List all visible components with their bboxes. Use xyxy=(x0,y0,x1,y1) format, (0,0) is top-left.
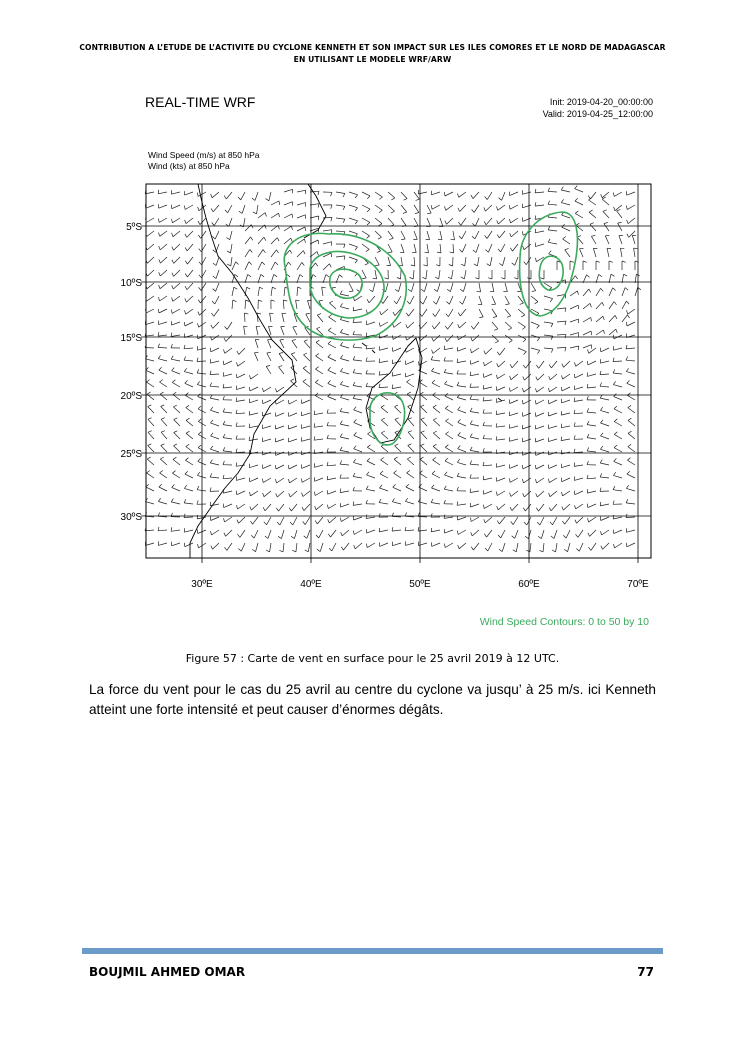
wind-barb-feather xyxy=(158,190,159,194)
wind-barb xyxy=(353,322,362,323)
wind-barb-feather xyxy=(483,476,484,480)
wind-barb-feather xyxy=(288,465,289,469)
wind-barb-feather xyxy=(600,502,601,506)
wind-barb-feather xyxy=(626,322,627,326)
wind-barb-feather xyxy=(145,190,146,194)
wind-barb-feather xyxy=(353,307,354,311)
wind-barb-feather xyxy=(236,374,237,378)
header-line-1: CONTRIBUTION A L’ETUDE DE L’ACTIVITE DU CYCLONE KENNETH ET SON IMPACT SUR LES ILES COMORES ET LE NORD DE MADAGASCAR xyxy=(79,43,666,52)
lat-label: 30ºS xyxy=(120,512,142,523)
wind-barb-feather xyxy=(561,424,562,428)
wind-map-figure xyxy=(100,88,670,633)
lon-label: 50ºE xyxy=(409,579,431,590)
footer-page-number: 77 xyxy=(637,965,654,979)
wind-barb-feather xyxy=(331,253,332,257)
wind-barb-feather xyxy=(620,248,624,249)
header-line-2: EN UTILISANT LE MODELE WRF/ARW xyxy=(293,55,452,64)
figure-title: REAL-TIME WRF xyxy=(145,94,256,110)
wind-barb xyxy=(145,348,154,349)
wind-barb-feather xyxy=(535,229,536,233)
figure-caption: Figure 57 : Carte de vent en surface pour le 25 avril 2019 à 12 UTC. xyxy=(185,652,560,665)
body-paragraph: La force du vent pour le cas du 25 avril au centre du cyclone va jusqu’ à 25 m/s. ici Kenneth atteint une forte intensité et peut causer d’énormes dégâts. xyxy=(89,682,656,717)
wind-barb-feather xyxy=(613,515,614,519)
lat-label: 15ºS xyxy=(120,333,142,344)
wind-barb xyxy=(197,361,206,362)
lon-label: 30ºE xyxy=(191,579,213,590)
lon-label: 70ºE xyxy=(627,579,649,590)
wind-barb-feather xyxy=(366,333,367,337)
wind-barb-feather xyxy=(197,515,198,519)
wind-barb-feather xyxy=(591,331,592,335)
wind-barb-feather xyxy=(210,502,211,506)
wind-barb-feather xyxy=(522,465,523,469)
wind-barb-feather xyxy=(444,346,445,350)
lat-label: 20ºS xyxy=(120,391,142,402)
latitude-labels xyxy=(121,222,143,523)
wind-barb-feather xyxy=(184,322,185,326)
wind-barb-feather xyxy=(561,387,562,391)
wind-barb-feather xyxy=(431,528,432,532)
wind-barb-feather xyxy=(249,387,250,391)
wind-barb xyxy=(184,517,193,518)
footer-author: BOUJMIL AHMED OMAR xyxy=(89,965,246,979)
wind-barb-feather xyxy=(249,424,250,428)
footer-rule xyxy=(82,948,663,954)
lon-label: 60ºE xyxy=(518,579,540,590)
wind-barb xyxy=(245,313,246,322)
legend-wind: Wind (kts) at 850 hPa xyxy=(148,161,230,171)
init-time: Init: 2019-04-20_00:00:00 xyxy=(549,97,653,107)
wind-barb-feather xyxy=(256,326,260,327)
wind-barb-feather xyxy=(379,528,380,532)
lat-label: 10ºS xyxy=(120,278,142,289)
valid-time: Valid: 2019-04-25_12:00:00 xyxy=(542,109,653,119)
wind-barb-feather xyxy=(574,374,575,378)
wind-barb-feather xyxy=(314,411,315,415)
lat-label: 5ºS xyxy=(126,222,142,233)
map-panel xyxy=(141,184,651,563)
wind-barb-feather xyxy=(444,192,445,196)
wind-barb-feather xyxy=(587,361,588,365)
lat-label: 25ºS xyxy=(120,449,142,460)
legend-wind-speed: Wind Speed (m/s) at 850 hPa xyxy=(148,150,260,160)
wind-barb-feather xyxy=(490,291,494,292)
wind-barb-feather xyxy=(158,309,159,313)
lon-label: 40ºE xyxy=(300,579,322,590)
document-header xyxy=(60,42,685,66)
wind-barb-feather xyxy=(470,372,471,376)
wind-barb-feather xyxy=(318,240,319,244)
longitude-labels xyxy=(191,579,649,590)
wind-barb-feather xyxy=(496,411,497,415)
wind-barb-feather xyxy=(327,476,328,480)
contours-label: Wind Speed Contours: 0 to 50 by 10 xyxy=(479,616,649,628)
wind-barb-feather xyxy=(305,190,306,194)
